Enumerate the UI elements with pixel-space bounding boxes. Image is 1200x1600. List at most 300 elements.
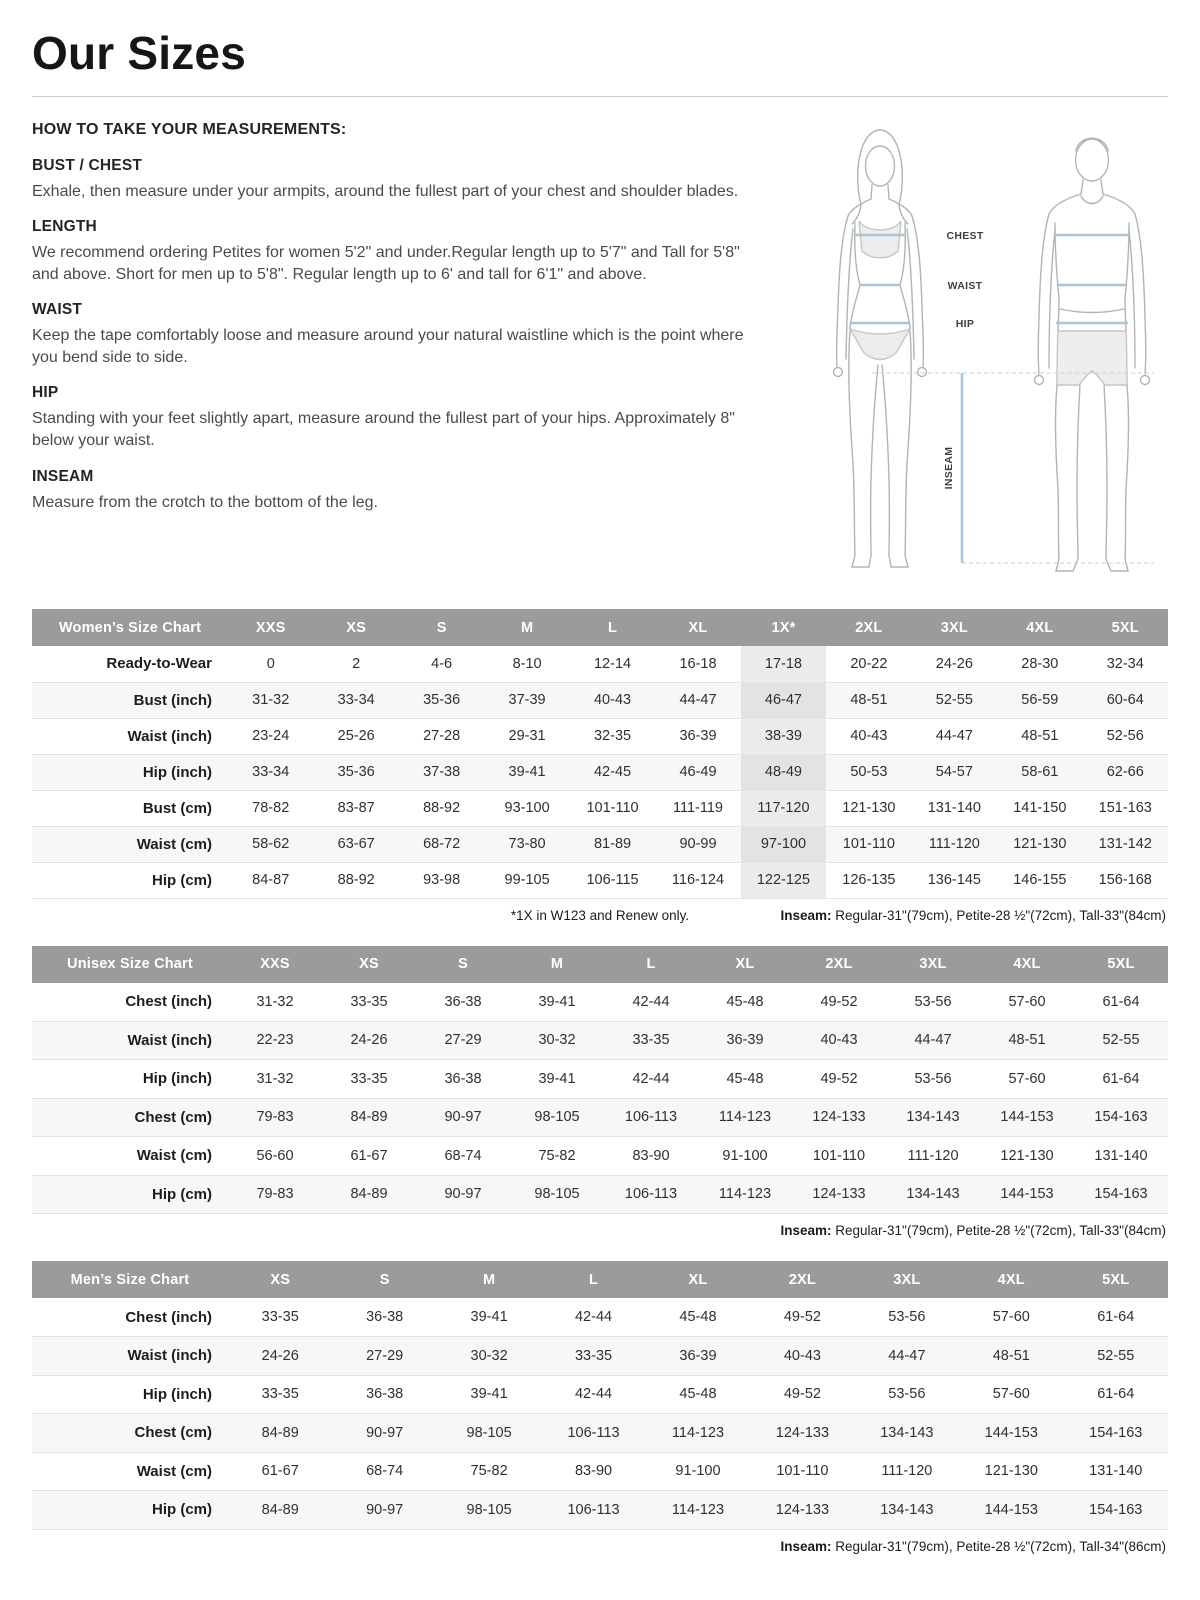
inseam-footnote-label: Inseam: bbox=[780, 1223, 832, 1238]
size-cell: 116-124 bbox=[671, 872, 725, 888]
size-cell: 48-49 bbox=[741, 754, 826, 790]
size-cell: 114-123 bbox=[718, 1109, 772, 1126]
size-cell: 91-100 bbox=[722, 1147, 768, 1164]
section-title: WAIST bbox=[32, 301, 83, 319]
size-cell: 68-74 bbox=[444, 1147, 482, 1164]
table-row bbox=[32, 826, 1168, 862]
size-cell: 68-74 bbox=[366, 1463, 404, 1480]
size-cell: 60-64 bbox=[1106, 692, 1144, 708]
measurement-figures-illustration bbox=[802, 123, 1164, 593]
size-cell: 39-41 bbox=[470, 1309, 508, 1325]
size-cell: 49-52 bbox=[783, 1386, 821, 1403]
size-cell: 31-32 bbox=[256, 993, 294, 1010]
row-label: Waist (inch) bbox=[127, 1347, 212, 1365]
size-cell: 46-49 bbox=[679, 764, 717, 780]
size-cell: 61-67 bbox=[261, 1463, 299, 1480]
size-column-header: L bbox=[570, 609, 655, 646]
unisex-chart-block bbox=[32, 946, 1168, 1250]
chart-title: Women’s Size Chart bbox=[32, 609, 228, 646]
size-column-header: XXS bbox=[228, 946, 322, 983]
size-cell: 117-120 bbox=[741, 790, 826, 826]
men-size-chart bbox=[32, 1261, 1168, 1530]
instruction-section bbox=[32, 157, 774, 203]
size-cell: 124-133 bbox=[812, 1109, 866, 1126]
row-label: Chest (cm) bbox=[134, 1108, 212, 1126]
size-cell: 106-113 bbox=[567, 1501, 620, 1518]
size-cell: 61-64 bbox=[1097, 1386, 1135, 1403]
size-cell: 38-39 bbox=[741, 718, 826, 754]
size-cell: 49-52 bbox=[783, 1309, 821, 1325]
size-column-header: 4XL bbox=[980, 946, 1074, 983]
row-label: Waist (inch) bbox=[127, 1031, 212, 1049]
table-row bbox=[32, 1098, 1168, 1137]
size-cell: 58-62 bbox=[252, 836, 290, 852]
header-row bbox=[32, 946, 1168, 983]
size-cell: 134-143 bbox=[880, 1424, 934, 1441]
size-cell: 111-120 bbox=[907, 1147, 959, 1164]
page-title: Our Sizes bbox=[32, 27, 246, 79]
size-cell: 98-105 bbox=[466, 1501, 512, 1518]
inseam-label: INSEAM bbox=[943, 446, 955, 490]
size-cell: 98-105 bbox=[534, 1186, 580, 1203]
size-cell: 12-14 bbox=[593, 655, 632, 672]
row-label: Hip (cm) bbox=[152, 871, 212, 889]
size-cell: 90-97 bbox=[366, 1424, 404, 1441]
chart-footnotes bbox=[32, 1539, 1168, 1565]
table-row bbox=[32, 1060, 1168, 1099]
table-row bbox=[32, 1175, 1168, 1214]
size-cell: 84-89 bbox=[350, 1186, 388, 1203]
table-row bbox=[32, 1452, 1168, 1491]
size-cell: 98-105 bbox=[534, 1109, 580, 1126]
size-cell: 93-100 bbox=[504, 800, 550, 816]
chart-head bbox=[32, 609, 1168, 646]
size-cell: 39-41 bbox=[538, 1070, 576, 1087]
measurement-diagram bbox=[802, 121, 1168, 593]
size-cell: 39-41 bbox=[470, 1386, 508, 1403]
size-cell: 45-48 bbox=[679, 1309, 717, 1325]
size-cell: 17-18 bbox=[741, 646, 826, 682]
row-label: Waist (inch) bbox=[127, 727, 212, 745]
size-column-header: 5XL bbox=[1083, 609, 1168, 646]
size-cell: 52-55 bbox=[935, 692, 973, 708]
size-cell: 36-38 bbox=[366, 1386, 404, 1403]
title-divider bbox=[32, 96, 1168, 97]
size-cell: 99-105 bbox=[504, 872, 550, 888]
size-column-header: M bbox=[484, 609, 569, 646]
section-body: Keep the tape comfortably loose and measure around your natural waistline which is the point where you bend side to side. bbox=[32, 327, 744, 367]
size-cell: 121-130 bbox=[842, 800, 896, 816]
inseam-footnote bbox=[780, 908, 1166, 923]
size-cell: 84-89 bbox=[261, 1424, 299, 1441]
measurement-lines bbox=[851, 235, 1154, 563]
size-cell: 84-87 bbox=[252, 872, 290, 888]
size-cell: 144-153 bbox=[984, 1501, 1038, 1518]
size-cell: 48-51 bbox=[850, 692, 888, 708]
section-title: BUST / CHEST bbox=[32, 157, 143, 174]
table-row bbox=[32, 1414, 1168, 1453]
size-cell: 50-53 bbox=[850, 764, 888, 780]
table-row bbox=[32, 718, 1168, 754]
size-cell: 53-56 bbox=[888, 1386, 926, 1403]
size-column-header: 2XL bbox=[826, 609, 911, 646]
inseam-footnote bbox=[780, 1223, 1166, 1238]
chart-head bbox=[32, 1261, 1168, 1298]
instruction-section bbox=[32, 218, 774, 286]
size-cell: 8-10 bbox=[512, 655, 542, 672]
size-cell: 31-32 bbox=[256, 1070, 294, 1087]
female-figure bbox=[834, 130, 927, 567]
size-cell: 101-110 bbox=[776, 1463, 829, 1480]
size-cell: 25-26 bbox=[337, 728, 375, 744]
size-cell: 20-22 bbox=[850, 655, 888, 672]
instruction-section bbox=[32, 468, 774, 514]
size-cell: 68-72 bbox=[423, 836, 461, 852]
size-cell: 63-67 bbox=[337, 836, 375, 852]
women-size-chart bbox=[32, 609, 1168, 899]
size-cell: 144-153 bbox=[1000, 1186, 1054, 1203]
row-label: Hip (inch) bbox=[142, 1070, 212, 1088]
row-label: Hip (cm) bbox=[152, 1501, 212, 1519]
size-column-header: 4XL bbox=[997, 609, 1082, 646]
table-row bbox=[32, 754, 1168, 790]
size-column-header: XS bbox=[228, 1261, 332, 1298]
size-cell: 134-143 bbox=[906, 1109, 960, 1126]
size-cell: 48-51 bbox=[992, 1347, 1030, 1364]
size-cell: 52-55 bbox=[1102, 1032, 1140, 1049]
size-column-header: 2XL bbox=[792, 946, 886, 983]
unisex-size-chart bbox=[32, 946, 1168, 1215]
row-label: Chest (inch) bbox=[125, 1308, 212, 1326]
row-label: Bust (cm) bbox=[142, 799, 212, 817]
size-cell: 101-110 bbox=[586, 800, 639, 816]
size-cell: 36-39 bbox=[726, 1032, 764, 1049]
chart-body bbox=[32, 646, 1168, 898]
size-cell: 23-24 bbox=[252, 728, 290, 744]
size-cell: 57-60 bbox=[1008, 1070, 1046, 1087]
one-x-footnote: *1X in W123 and Renew only. bbox=[510, 907, 690, 923]
size-cell: 35-36 bbox=[423, 692, 461, 708]
size-cell: 31-32 bbox=[252, 692, 290, 708]
size-cell: 61-67 bbox=[350, 1147, 388, 1164]
size-cell: 32-34 bbox=[1106, 655, 1144, 672]
size-cell: 52-55 bbox=[1097, 1347, 1135, 1364]
size-cell: 131-142 bbox=[1098, 836, 1152, 852]
size-cell: 73-80 bbox=[508, 836, 546, 852]
size-cell: 33-35 bbox=[261, 1386, 299, 1403]
size-cell: 49-52 bbox=[820, 1070, 858, 1087]
size-cell: 39-41 bbox=[538, 993, 576, 1010]
size-cell: 48-51 bbox=[1008, 1032, 1046, 1049]
chart-body bbox=[32, 1298, 1168, 1529]
size-cell: 90-97 bbox=[444, 1109, 482, 1126]
size-cell: 134-143 bbox=[880, 1501, 934, 1518]
chart-title: Men’s Size Chart bbox=[32, 1261, 228, 1298]
table-row bbox=[32, 1375, 1168, 1414]
size-cell: 88-92 bbox=[337, 872, 375, 888]
size-cell: 33-34 bbox=[337, 692, 375, 708]
size-cell: 121-130 bbox=[1013, 836, 1067, 852]
size-cell: 61-64 bbox=[1097, 1309, 1135, 1325]
size-cell: 40-43 bbox=[820, 1032, 858, 1049]
table-row bbox=[32, 862, 1168, 898]
section-title: LENGTH bbox=[32, 218, 97, 236]
size-cell: 36-38 bbox=[444, 1070, 482, 1087]
size-cell: 40-43 bbox=[783, 1347, 821, 1364]
size-cell: 52-56 bbox=[1106, 728, 1144, 744]
size-cell: 124-133 bbox=[775, 1501, 830, 1518]
size-cell: 146-155 bbox=[1013, 872, 1067, 888]
inseam-footnote-text: Regular-31"(79cm), Petite-28 ½"(72cm), Tall-34"(86cm) bbox=[831, 1538, 1166, 1554]
size-cell: 33-35 bbox=[632, 1032, 670, 1049]
size-cell: 36-38 bbox=[444, 993, 482, 1010]
size-cell: 124-133 bbox=[812, 1186, 866, 1203]
size-cell: 49-52 bbox=[820, 993, 858, 1010]
size-cell: 33-35 bbox=[574, 1347, 613, 1364]
male-figure bbox=[1035, 138, 1150, 571]
size-cell: 58-61 bbox=[1021, 764, 1059, 780]
section-body: Standing with your feet slightly apart, measure around the fullest part of your hips. Approximately 8" below your waist. bbox=[32, 410, 735, 450]
size-cell: 91-100 bbox=[675, 1463, 721, 1480]
size-cell: 84-89 bbox=[261, 1501, 299, 1518]
row-label: Waist (cm) bbox=[136, 1462, 212, 1480]
size-cell: 131-140 bbox=[1094, 1147, 1148, 1164]
table-row bbox=[32, 1337, 1168, 1376]
size-cell: 42-44 bbox=[632, 1070, 670, 1087]
section-body: We recommend ordering Petites for women 5'2" and under.Regular length up to 5'7" and Tall for 5'8" and above. Short for men up to 5'8". Regular length up to 6' and tall for 6'1" and above. bbox=[32, 244, 740, 284]
size-cell: 42-45 bbox=[593, 764, 632, 780]
instruction-sections bbox=[32, 157, 774, 514]
header-row bbox=[32, 1261, 1168, 1298]
size-cell: 22-23 bbox=[256, 1032, 294, 1049]
size-column-header: 3XL bbox=[912, 609, 997, 646]
size-cell: 144-153 bbox=[984, 1424, 1038, 1441]
size-cell: 83-87 bbox=[337, 800, 375, 816]
size-cell: 106-113 bbox=[567, 1424, 620, 1441]
size-cell: 101-110 bbox=[812, 1147, 866, 1164]
size-cell: 93-98 bbox=[423, 872, 461, 888]
size-column-header: L bbox=[604, 946, 698, 983]
size-cell: 27-29 bbox=[444, 1032, 482, 1049]
size-cell: 79-83 bbox=[256, 1109, 294, 1126]
size-cell: 56-59 bbox=[1021, 692, 1059, 708]
size-cell: 44-47 bbox=[888, 1347, 926, 1364]
size-cell: 84-89 bbox=[350, 1109, 388, 1126]
size-column-header: XXS bbox=[228, 609, 313, 646]
size-cell: 101-110 bbox=[842, 836, 895, 852]
size-cell: 42-44 bbox=[574, 1386, 613, 1403]
size-cell: 53-56 bbox=[914, 1070, 952, 1087]
size-column-header: XL bbox=[655, 609, 740, 646]
table-row bbox=[32, 682, 1168, 718]
size-cell: 61-64 bbox=[1102, 993, 1140, 1010]
chart-body bbox=[32, 983, 1168, 1214]
size-cell: 78-82 bbox=[252, 800, 290, 816]
women-chart-block bbox=[32, 609, 1168, 934]
size-cell: 39-41 bbox=[508, 764, 546, 780]
size-column-header: 4XL bbox=[959, 1261, 1063, 1298]
size-cell: 30-32 bbox=[538, 1032, 576, 1049]
size-cell: 114-123 bbox=[671, 1424, 725, 1441]
chart-footnotes bbox=[32, 908, 1168, 934]
size-cell: 114-123 bbox=[671, 1501, 725, 1518]
section-title: INSEAM bbox=[32, 467, 94, 485]
hip-label: HIP bbox=[955, 318, 975, 330]
men-chart-block bbox=[32, 1261, 1168, 1565]
size-cell: 154-163 bbox=[1089, 1424, 1143, 1441]
size-cell: 75-82 bbox=[538, 1147, 576, 1164]
size-column-header: XS bbox=[313, 609, 398, 646]
size-cell: 37-38 bbox=[423, 764, 461, 780]
size-column-header: 3XL bbox=[855, 1261, 959, 1298]
size-cell: 44-47 bbox=[679, 692, 717, 708]
size-cell: 46-47 bbox=[741, 682, 826, 718]
size-cell: 154-163 bbox=[1089, 1501, 1143, 1518]
size-cell: 98-105 bbox=[466, 1424, 512, 1441]
row-label: Ready-to-Wear bbox=[106, 655, 212, 673]
size-cell: 48-51 bbox=[1021, 728, 1059, 744]
size-cell: 124-133 bbox=[775, 1424, 830, 1441]
chart-title: Unisex Size Chart bbox=[32, 946, 228, 983]
size-column-header: 5XL bbox=[1064, 1261, 1169, 1298]
size-cell: 53-56 bbox=[914, 993, 952, 1010]
row-label: Hip (inch) bbox=[142, 1385, 212, 1403]
size-cell: 122-125 bbox=[741, 862, 826, 898]
size-cell: 53-56 bbox=[888, 1309, 926, 1325]
size-cell: 35-36 bbox=[337, 764, 375, 780]
size-cell: 88-92 bbox=[423, 800, 461, 816]
table-row bbox=[32, 1298, 1168, 1337]
size-column-header: M bbox=[437, 1261, 541, 1298]
header-row bbox=[32, 609, 1168, 646]
size-cell: 27-28 bbox=[423, 728, 461, 744]
size-cell: 151-163 bbox=[1098, 800, 1152, 816]
size-cell: 62-66 bbox=[1106, 764, 1144, 780]
size-cell: 126-135 bbox=[842, 872, 896, 888]
size-column-header: S bbox=[332, 1261, 436, 1298]
size-cell: 90-97 bbox=[366, 1501, 404, 1518]
measurement-instructions bbox=[32, 121, 774, 593]
size-cell: 45-48 bbox=[726, 993, 764, 1010]
size-cell: 121-130 bbox=[1000, 1147, 1054, 1164]
size-column-header: XL bbox=[646, 1261, 750, 1298]
size-cell: 141-150 bbox=[1013, 800, 1067, 816]
size-cell: 36-38 bbox=[366, 1309, 404, 1325]
instruction-section bbox=[32, 384, 774, 452]
size-cell: 24-26 bbox=[350, 1032, 388, 1049]
inseam-footnote-label: Inseam: bbox=[780, 1538, 832, 1554]
chart-footnotes bbox=[32, 1223, 1168, 1249]
size-cell: 111-120 bbox=[928, 836, 980, 852]
size-cell: 40-43 bbox=[850, 728, 888, 744]
size-cell: 57-60 bbox=[992, 1309, 1030, 1325]
size-column-header: S bbox=[399, 609, 484, 646]
inseam-footnote-text: Regular-31"(79cm), Petite-28 ½"(72cm), Tall-33"(84cm) bbox=[831, 1223, 1166, 1238]
size-cell: 33-34 bbox=[252, 764, 290, 780]
size-cell: 114-123 bbox=[718, 1186, 772, 1203]
size-cell: 131-140 bbox=[1089, 1463, 1143, 1480]
size-column-header: M bbox=[510, 946, 604, 983]
inseam-footnote-text: Regular-31"(79cm), Petite-28 ½"(72cm), Tall-33"(84cm) bbox=[831, 907, 1166, 923]
size-cell: 97-100 bbox=[741, 826, 826, 862]
size-cell: 134-143 bbox=[906, 1186, 960, 1203]
size-cell: 36-39 bbox=[679, 728, 717, 744]
size-cell: 106-113 bbox=[624, 1109, 678, 1126]
row-label: Waist (cm) bbox=[136, 1147, 212, 1165]
table-row bbox=[32, 646, 1168, 682]
instruction-section bbox=[32, 301, 774, 369]
size-cell: 90-99 bbox=[679, 836, 717, 852]
size-cell: 32-35 bbox=[593, 728, 632, 744]
size-cell: 57-60 bbox=[992, 1386, 1030, 1403]
size-cell: 75-82 bbox=[470, 1463, 508, 1480]
size-cell: 30-32 bbox=[470, 1347, 508, 1364]
size-cell: 131-140 bbox=[927, 800, 981, 816]
size-cell: 136-145 bbox=[927, 872, 981, 888]
size-cell: 81-89 bbox=[593, 836, 632, 852]
size-cell: 83-90 bbox=[574, 1463, 613, 1480]
size-cell: 106-113 bbox=[624, 1186, 678, 1203]
size-cell: 40-43 bbox=[593, 692, 632, 708]
chest-label: CHEST bbox=[946, 230, 984, 242]
table-row bbox=[32, 1021, 1168, 1060]
row-label: Chest (cm) bbox=[134, 1424, 212, 1442]
size-cell: 57-60 bbox=[1008, 993, 1046, 1010]
size-cell: 44-47 bbox=[914, 1032, 952, 1049]
size-cell: 42-44 bbox=[632, 993, 670, 1010]
size-cell: 44-47 bbox=[935, 728, 973, 744]
size-cell: 16-18 bbox=[679, 655, 717, 672]
size-cell: 154-163 bbox=[1094, 1109, 1148, 1126]
size-cell: 154-163 bbox=[1094, 1186, 1148, 1203]
row-label: Hip (cm) bbox=[152, 1185, 212, 1203]
inseam-footnote bbox=[780, 1539, 1166, 1554]
table-row bbox=[32, 1491, 1168, 1530]
size-cell: 37-39 bbox=[508, 692, 546, 708]
size-cell: 4-6 bbox=[431, 655, 453, 672]
instructions-heading: HOW TO TAKE YOUR MEASUREMENTS: bbox=[32, 121, 347, 138]
size-cell: 36-39 bbox=[679, 1347, 717, 1364]
table-row bbox=[32, 790, 1168, 826]
size-cell: 29-31 bbox=[508, 728, 546, 744]
table-row bbox=[32, 983, 1168, 1022]
size-cell: 45-48 bbox=[679, 1386, 717, 1403]
size-cell: 42-44 bbox=[574, 1309, 613, 1325]
size-cell: 2 bbox=[352, 655, 361, 672]
size-column-header: 3XL bbox=[886, 946, 980, 983]
size-cell: 90-97 bbox=[444, 1186, 482, 1203]
inseam-footnote-label: Inseam: bbox=[780, 907, 832, 923]
size-tables bbox=[32, 609, 1168, 1565]
size-cell: 33-35 bbox=[261, 1309, 299, 1325]
size-cell: 61-64 bbox=[1102, 1070, 1140, 1087]
size-cell: 54-57 bbox=[935, 764, 973, 780]
size-cell: 24-26 bbox=[261, 1347, 299, 1364]
section-title: HIP bbox=[32, 384, 59, 402]
size-column-header: XS bbox=[322, 946, 416, 983]
size-column-header: XL bbox=[698, 946, 792, 983]
size-cell: 33-35 bbox=[350, 993, 388, 1010]
size-cell: 45-48 bbox=[726, 1070, 764, 1087]
size-column-header: 1X* bbox=[741, 609, 826, 646]
top-section bbox=[32, 121, 1168, 593]
size-cell: 83-90 bbox=[632, 1147, 670, 1164]
size-cell: 111-119 bbox=[672, 800, 723, 816]
table-row bbox=[32, 1137, 1168, 1176]
size-column-header: S bbox=[416, 946, 510, 983]
size-cell: 27-29 bbox=[366, 1347, 404, 1364]
size-cell: 106-115 bbox=[586, 872, 639, 888]
